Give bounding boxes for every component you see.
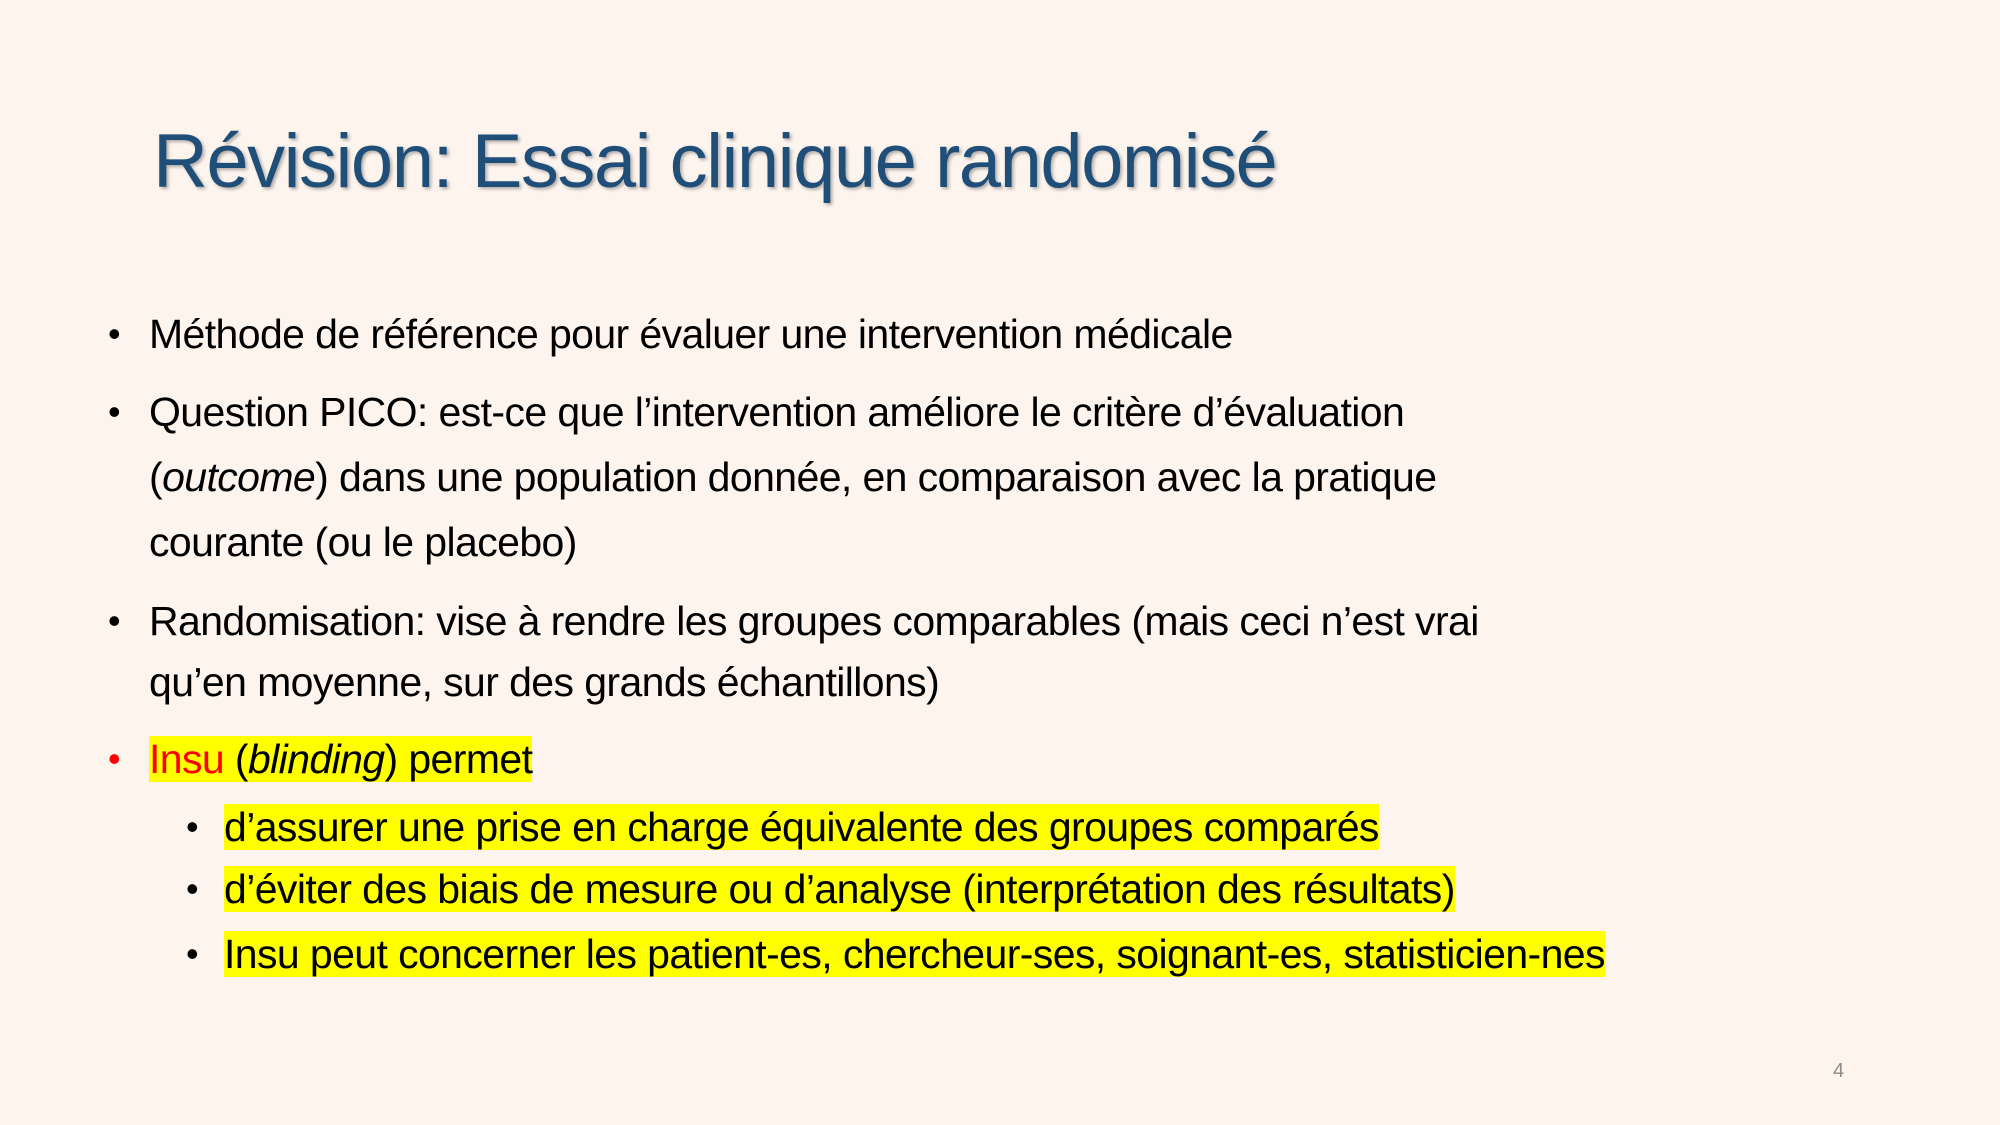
bullet-icon: • bbox=[108, 313, 121, 354]
bullet-icon: • bbox=[108, 600, 121, 641]
sub-bullet-icon: • bbox=[186, 933, 199, 974]
bullet-text: Randomisation: vise à rendre les groupes comparables (mais ceci n’est vrai bbox=[149, 598, 1479, 644]
bullet-text bbox=[149, 451, 1436, 503]
sub-bullet-text bbox=[224, 801, 1379, 853]
bullet-icon: • bbox=[108, 738, 121, 779]
sub-bullet-icon: • bbox=[186, 868, 199, 909]
bullet-icon: • bbox=[108, 391, 121, 432]
highlighted-text: d’éviter des biais de mesure ou d’analyse (interprétation des résultats) bbox=[224, 866, 1455, 912]
page-number: 4 bbox=[1833, 1060, 1845, 1082]
italic-term: outcome bbox=[162, 454, 316, 500]
insu-term: Insu bbox=[149, 736, 225, 782]
highlighted-text: d’assurer une prise en charge équivalente des groupes comparés bbox=[224, 804, 1379, 850]
italic-term: blinding bbox=[247, 736, 385, 782]
sub-bullet-text bbox=[224, 863, 1455, 915]
text: ) dans une population donnée, en comparaison avec la pratique bbox=[315, 454, 1437, 500]
sub-bullet-text bbox=[224, 928, 1605, 980]
highlighted-text: Insu peut concerner les patient-es, chercheur-ses, soignant-es, statisticien-nes bbox=[224, 931, 1605, 977]
text: ) permet bbox=[384, 736, 533, 782]
sub-bullet-icon: • bbox=[186, 806, 199, 847]
bullet-text: Question PICO: est-ce que l’intervention améliore le critère d’évaluation bbox=[149, 389, 1405, 435]
text: ( bbox=[149, 454, 163, 500]
bullet-text: courante (ou le placebo) bbox=[149, 519, 577, 565]
bullet-text: Méthode de référence pour évaluer une intervention médicale bbox=[149, 311, 1233, 357]
bullet-text bbox=[149, 733, 532, 785]
bullet-text: qu’en moyenne, sur des grands échantillons) bbox=[149, 659, 940, 705]
slide-title: Révision: Essai clinique randomisé bbox=[153, 119, 1277, 204]
text: ( bbox=[224, 736, 248, 782]
